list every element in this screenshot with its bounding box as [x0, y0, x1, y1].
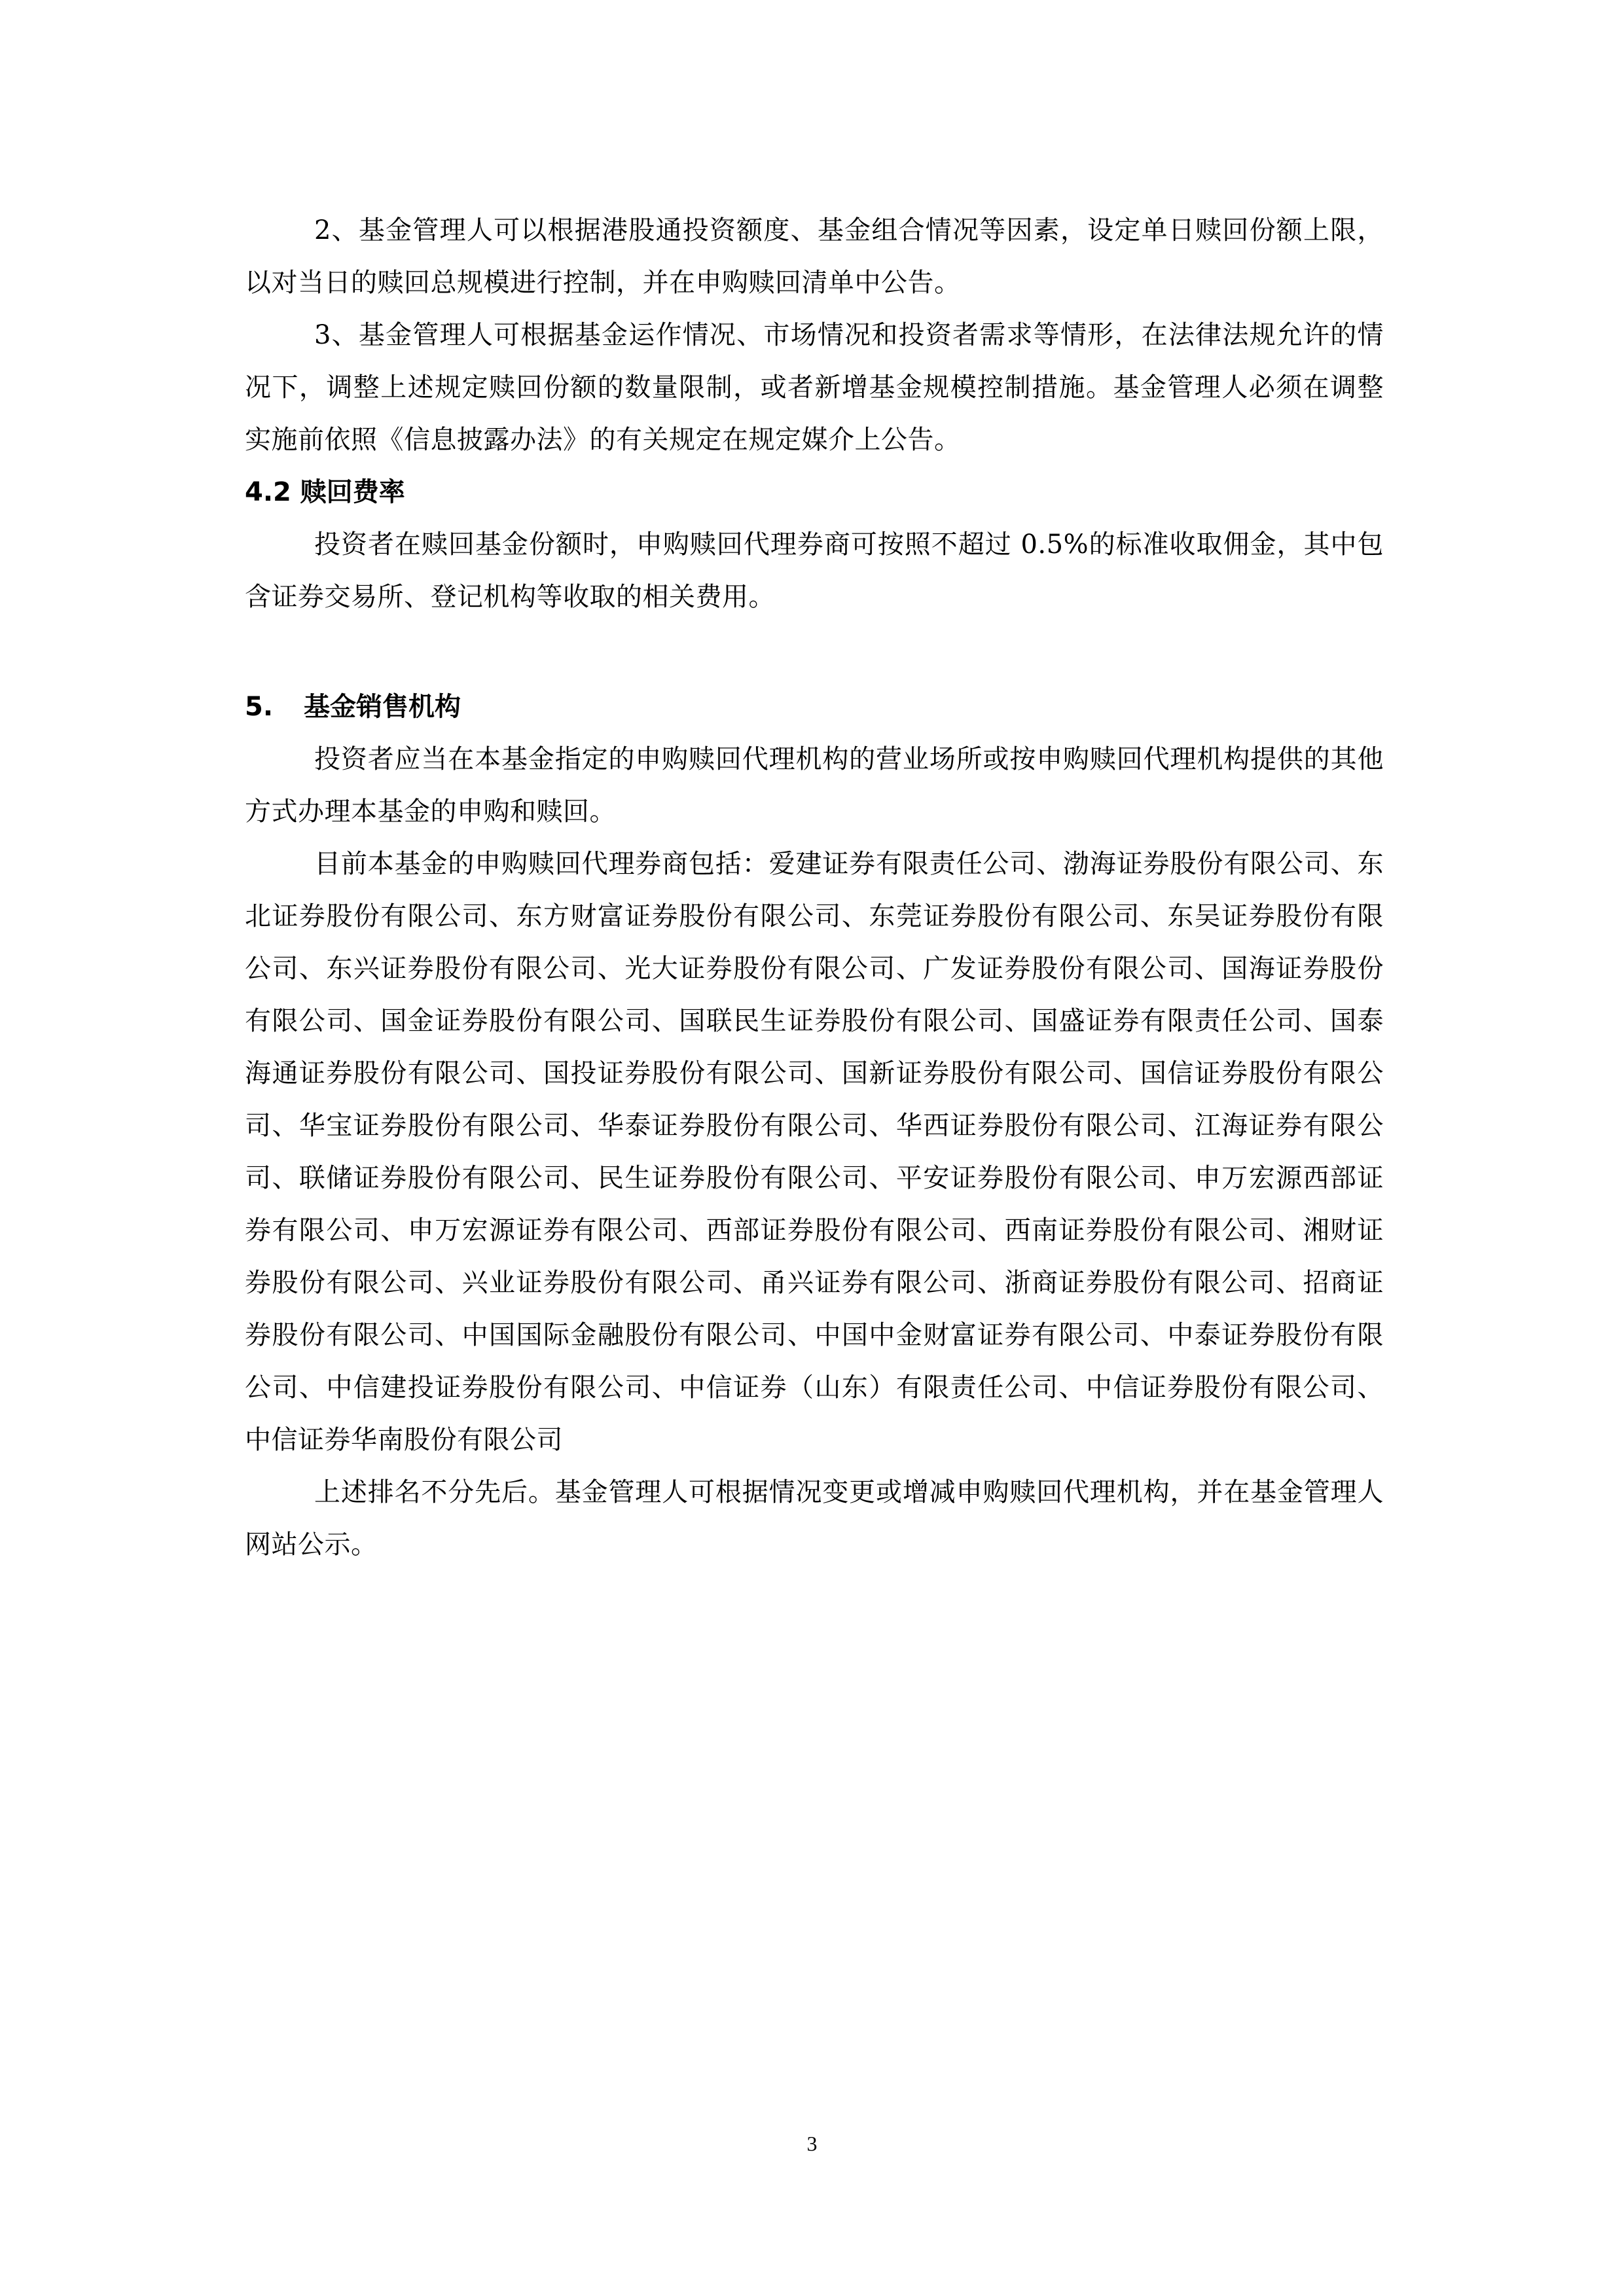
redemption-fee-heading: 4.2 赎回费率: [245, 477, 405, 507]
section-title: 基金销售机构: [304, 692, 461, 722]
page-number: 3: [806, 2132, 818, 2155]
page-content: [245, 204, 1384, 1571]
redemption-limit-paragraph: 2、基金管理人可以根据港股通投资额度、基金组合情况等因素，设定单日赎回份额上限，以对当日的赎回总规模进行控制，并在申购赎回清单中公告。: [245, 215, 1384, 298]
redemption-fee-paragraph: 投资者在赎回基金份额时，申购赎回代理券商可按照不超过 0.5%的标准收取佣金，其中包含证券交易所、登记机构等收取的相关费用。: [245, 529, 1384, 612]
sales-agencies-heading: [245, 681, 1384, 733]
section-spacer: [245, 623, 1384, 681]
sales-channel-paragraph: 投资者应当在本基金指定的申购赎回代理机构的营业场所或按申购赎回代理机构提供的其他方式办理本基金的申购和赎回。: [245, 744, 1384, 827]
section-number: 5.: [245, 692, 274, 722]
adjustment-paragraph: 3、基金管理人可根据基金运作情况、市场情况和投资者需求等情形，在法律法规允许的情况下，调整上述规定赎回份额的数量限制，或者新增基金规模控制措施。基金管理人必须在调整实施前依照《信息披露办法》的有关规定在规定媒介上公告。: [245, 320, 1384, 455]
agency-list-paragraph: 目前本基金的申购赎回代理券商包括：爱建证券有限责任公司、渤海证券股份有限公司、东北证券股份有限公司、东方财富证券股份有限公司、东莞证券股份有限公司、东吴证券股份有限公司、东兴证券股份有限公司、光大证券股份有限公司、广发证券股份有限公司、国海证券股份有限公司、国金证券股份有限公司、国联民生证券股份有限公司、国盛证券有限责任公司、国泰海通证券股份有限公司、国投证券股份有限公司、国新证券股份有限公司、国信证券股份有限公司、华宝证券股份有限公司、华泰证券股份有限公司、华西证券股份有限公司、江海证券有限公司、联储证券股份有限公司、民生证券股份有限公司、平安证券股份有限公司、申万宏源西部证券有限公司、申万宏源证券有限公司、西部证券股份有限公司、西南证券股份有限公司、湘财证券股份有限公司、兴业证券股份有限公司、甬兴证券有限公司、浙商证券股份有限公司、招商证券股份有限公司、中国国际金融股份有限公司、中国中金财富证券有限公司、中泰证券股份有限公司、中信建投证券股份有限公司、中信证券（山东）有限责任公司、中信证券股份有限公司、中信证券华南股份有限公司: [245, 849, 1384, 1455]
ordering-note-paragraph: 上述排名不分先后。基金管理人可根据情况变更或增减申购赎回代理机构，并在基金管理人网站公示。: [245, 1477, 1384, 1560]
